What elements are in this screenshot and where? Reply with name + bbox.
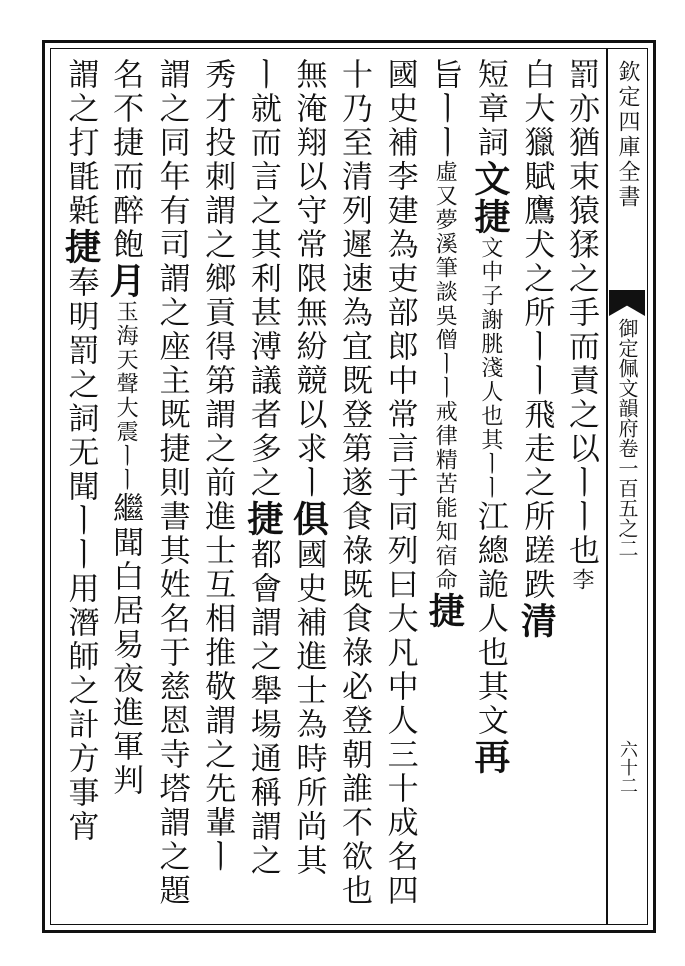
text-column-9 — [194, 58, 240, 918]
text-column-1 — [558, 58, 604, 918]
text-column-7 — [285, 58, 331, 918]
body-text: 秀才投刺謂之鄉貢得第謂之前進士互相推敬謂之先輩ㅣ — [199, 58, 236, 874]
page-number: 六十二 — [617, 740, 638, 794]
text-column-2 — [513, 58, 559, 918]
body-text: 十乃至清列遲速為宜既登第遂食祿既食祿必登朝誰不欲也 — [336, 58, 373, 908]
body-text: ㅣ就而言之其利甚溥議者多之 — [244, 58, 281, 500]
headword: 月 — [104, 262, 147, 300]
body-text: 謂之同年有司謂之座主既捷則書其姓名于慈恩寺塔謂之題 — [153, 58, 190, 908]
body-text: 國史補進士為時所尚其 — [290, 538, 327, 878]
body-text: 謂之打毷氉 — [62, 58, 99, 228]
body-text: 罰亦猶束猿猱之手而責之以ㅣㅣ也 — [563, 58, 599, 568]
text-column-8 — [239, 58, 285, 918]
body-text: 白大獵賦鷹犬之所ㅣㅣ飛走之所蹉跌 — [518, 58, 555, 602]
book-title: 欽定四庫全書 — [615, 60, 640, 210]
text-column-5 — [376, 58, 422, 918]
body-text: 都會謂之舉場通稱謂之 — [244, 538, 281, 878]
citation-source: 文中子謝朓淺人也其ㅣㅣ — [477, 236, 503, 500]
body-text: 短章詞 — [471, 58, 508, 160]
headword: 捷 — [59, 228, 102, 266]
body-text: 江總詭人也其文 — [471, 500, 508, 738]
citation-source: 虛又夢溪筆談吳僧ㅣㅣ戒律精苦能知宿命 — [432, 160, 458, 592]
text-column-3 — [467, 58, 513, 918]
body-text: 國史補李建為吏部郎中常言于同列曰大凡中人三十成名四 — [381, 58, 418, 908]
body-text: 旨ㅣㅣ — [426, 58, 463, 160]
headword: 清 — [515, 602, 558, 640]
text-column-11 — [102, 58, 148, 918]
volume-section: 御定佩文韻府卷一百五之二 — [615, 318, 639, 558]
body-text: 無淹翔以守常限無紛競以求ㅣ — [290, 58, 327, 500]
headword: 捷 — [468, 198, 511, 236]
body-text: 名不捷而醉飽 — [107, 58, 144, 262]
headword: 俱 — [287, 500, 330, 538]
text-column-4 — [422, 58, 468, 918]
text-columns — [56, 58, 604, 918]
text-column-12 — [57, 58, 103, 918]
body-text: 繼聞白居易夜進軍判 — [107, 492, 144, 798]
headword: 文 — [468, 160, 511, 198]
citation-source: 玉海天聲大震ㅣㅣ — [113, 300, 139, 492]
headword: 捷 — [423, 592, 466, 630]
headword: 捷 — [241, 500, 284, 538]
citation-source: 李 — [569, 568, 594, 592]
headword: 再 — [468, 738, 511, 776]
body-text: 奉明罰之詞无聞ㅣㅣ用潛師之計方事宵 — [62, 266, 99, 844]
text-column-10 — [148, 58, 194, 918]
text-column-6 — [330, 58, 376, 918]
